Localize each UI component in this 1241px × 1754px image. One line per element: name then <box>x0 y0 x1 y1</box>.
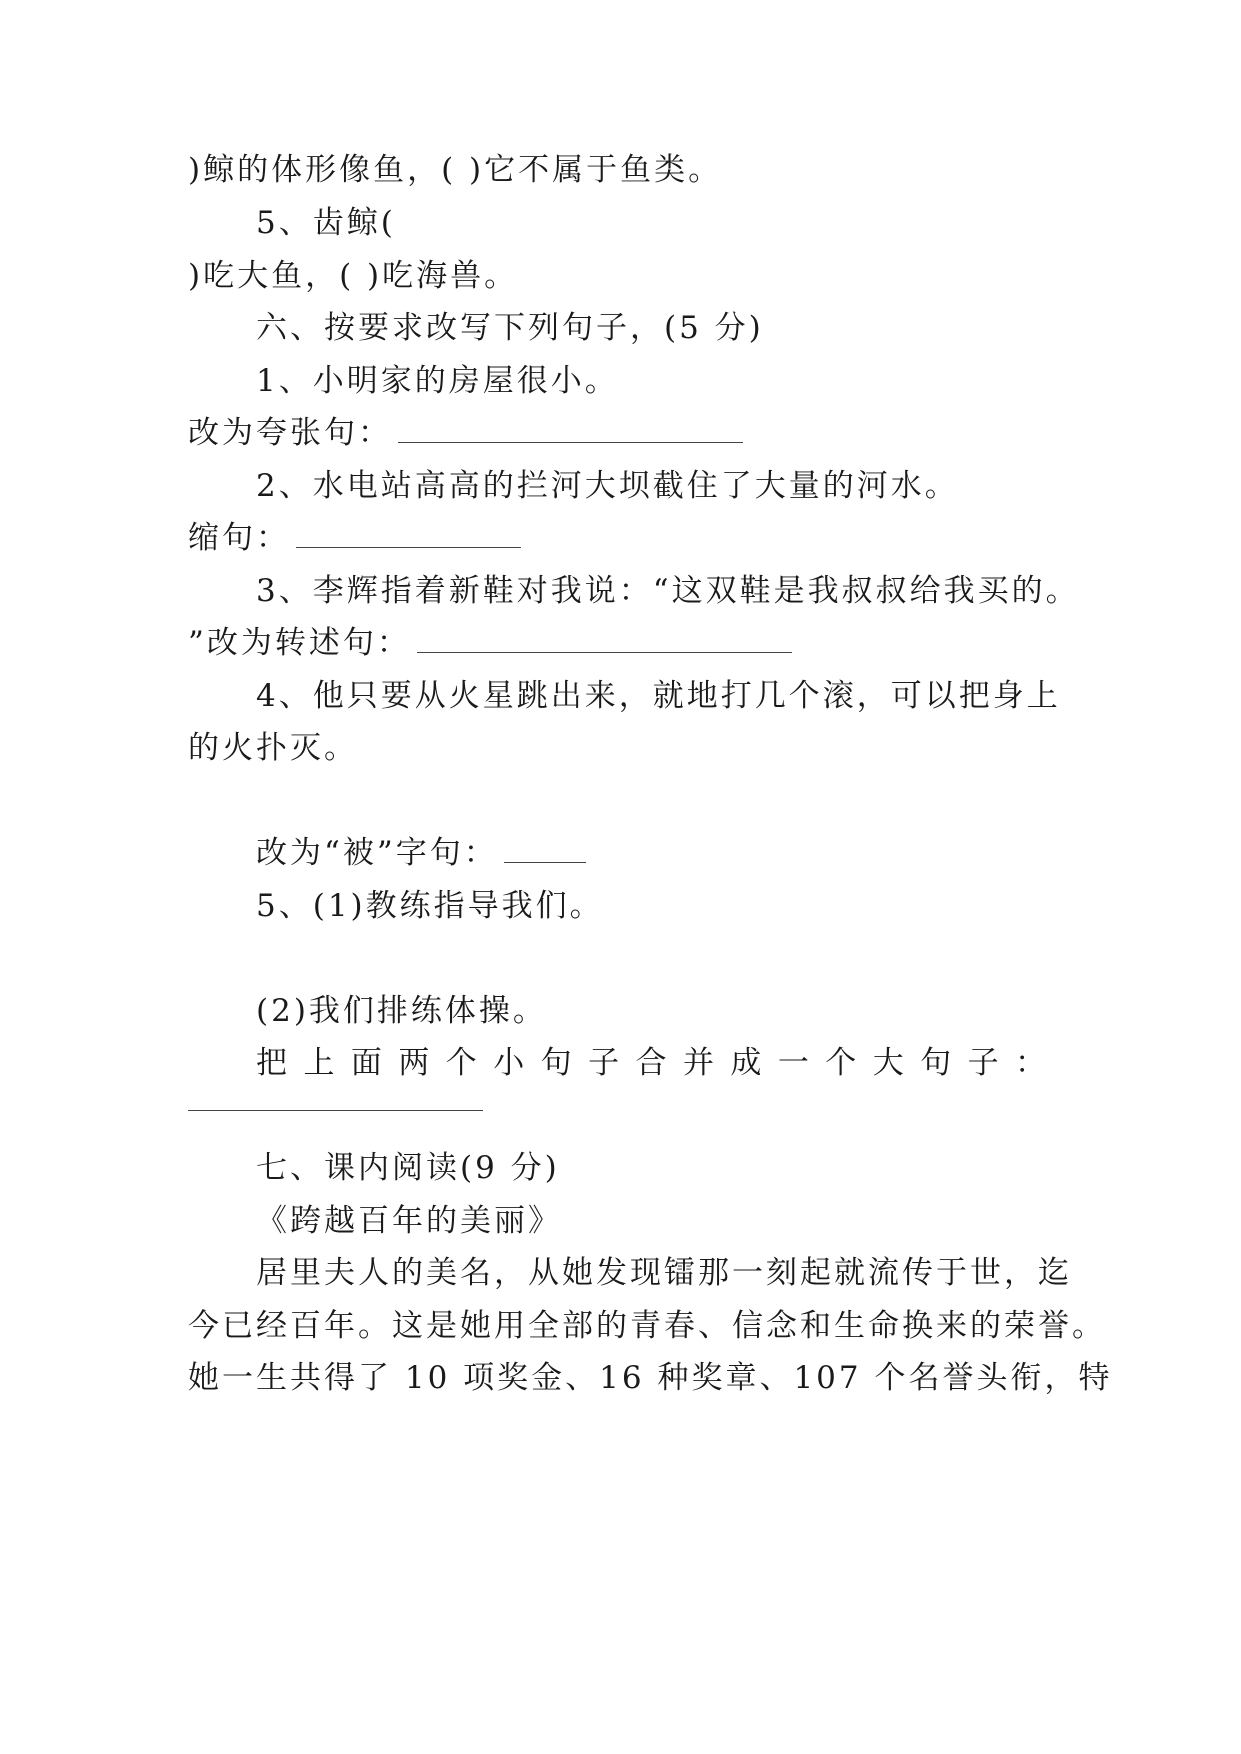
instruction-line <box>256 1043 1046 1083</box>
answer-blank[interactable] <box>398 414 743 443</box>
question-item: 5、(1)教练指导我们。 <box>256 888 604 924</box>
answer-line <box>188 413 743 453</box>
instruction-char: 小 <box>493 1045 525 1081</box>
answer-line <box>256 833 586 873</box>
answer-line <box>188 623 792 663</box>
question-item: (2)我们排练体操。 <box>256 993 547 1029</box>
passage-text: 她一生共得了 10 项奖金、16 种奖章、107 个名誉头衔，特 <box>188 1360 1113 1396</box>
answer-line <box>188 518 521 558</box>
question-item: 3、李辉指着新鞋对我说：“这双鞋是我叔叔给我买的。 <box>256 573 1080 609</box>
passage-title: 《跨越百年的美丽》 <box>256 1203 562 1239</box>
instruction-char: 成 <box>730 1045 762 1081</box>
text-line: 的火扑灭。 <box>188 730 358 766</box>
text-line: )吃大鱼，( )吃海兽。 <box>188 258 519 294</box>
instruction-char: 面 <box>350 1045 382 1081</box>
instruction-char: 子 <box>967 1045 999 1081</box>
text-line: )鲸的体形像鱼，( )它不属于鱼类。 <box>188 152 723 188</box>
answer-label: 改为夸张句： <box>188 415 392 451</box>
answer-label: 改为“被”字句： <box>256 835 498 871</box>
answer-label: 缩句： <box>188 520 290 556</box>
passage-text: 今已经百年。这是她用全部的青春、信念和生命换来的荣誉。 <box>188 1308 1106 1344</box>
instruction-char: 两 <box>398 1045 430 1081</box>
instruction-char: 并 <box>682 1045 714 1081</box>
instruction-char: 合 <box>635 1045 667 1081</box>
instruction-char: 一 <box>777 1045 809 1081</box>
text-line: 5、齿鲸( <box>256 205 396 241</box>
instruction-char: 句 <box>540 1045 572 1081</box>
question-item: 1、小明家的房屋很小。 <box>256 363 619 399</box>
answer-label: ”改为转述句： <box>188 625 411 661</box>
section-heading: 七、课内阅读(9 分) <box>256 1150 560 1186</box>
answer-blank[interactable] <box>417 624 792 653</box>
instruction-char: ： <box>1015 1045 1046 1081</box>
instruction-char: 子 <box>588 1045 620 1081</box>
instruction-char: 个 <box>825 1045 857 1081</box>
question-item: 4、他只要从火星跳出来，就地打几个滚，可以把身上 <box>256 678 1061 714</box>
instruction-char: 上 <box>303 1045 335 1081</box>
instruction-char: 个 <box>445 1045 477 1081</box>
instruction-char: 大 <box>872 1045 904 1081</box>
answer-blank[interactable] <box>296 519 521 548</box>
question-item: 2、水电站高高的拦河大坝截住了大量的河水。 <box>256 468 959 504</box>
instruction-char: 句 <box>920 1045 952 1081</box>
section-heading: 六、按要求改写下列句子，(5 分) <box>256 310 764 346</box>
instruction-char: 把 <box>256 1045 287 1081</box>
answer-blank[interactable] <box>188 1110 483 1111</box>
passage-text: 居里夫人的美名，从她发现镭那一刻起就流传于世，迄 <box>256 1255 1072 1291</box>
answer-blank[interactable] <box>504 834 586 863</box>
